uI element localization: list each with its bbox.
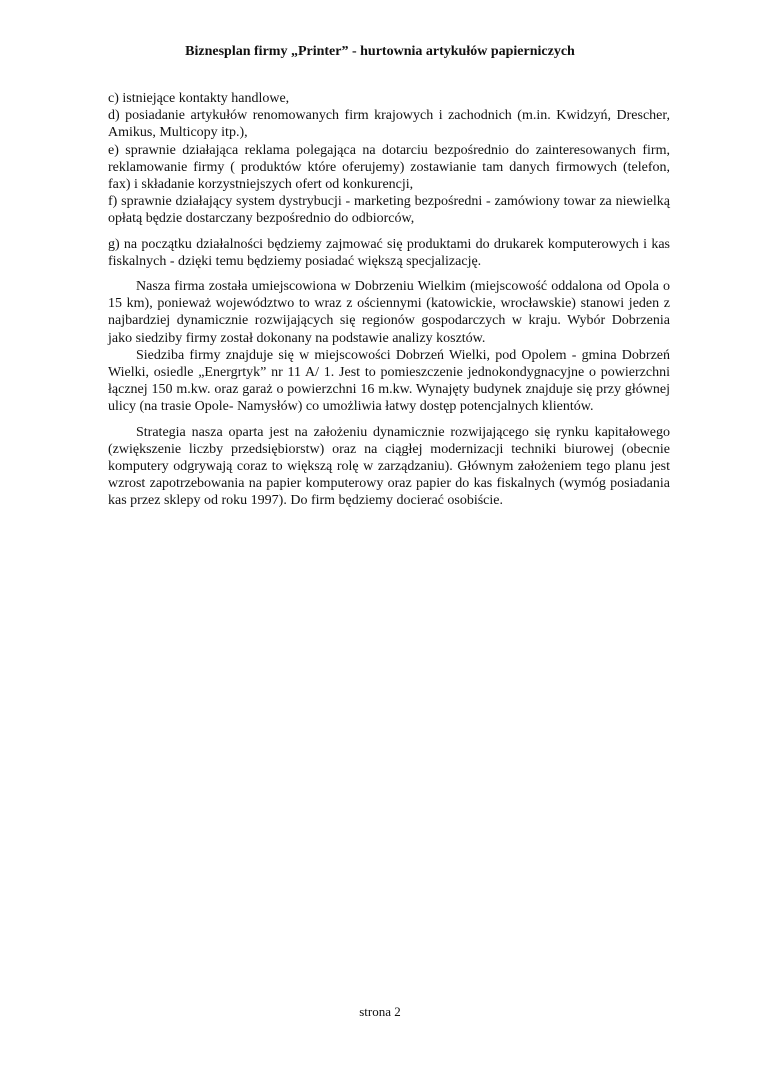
paragraph-strategy: Strategia nasza oparta jest na założeniu dynamicznie rozwijającego się rynku kapitałowego (zwiększenie liczby przedsiębiorstw) oraz na ciągłej modernizacji techniki biurowej (obecnie komputery odgrywają coraz to większą rolę w zarządzaniu). Głównym założeniem tego planu jest wzrost zapotrzebowania na papier komputerowy oraz papier do kas fiskalnych (wymóg posiadania kas przez sklepy od roku 1997). Do firm będziemy docierać osobiście. (108, 424, 670, 509)
paragraph-seat: Siedziba firmy znajduje się w miejscowości Dobrzeń Wielki, pod Opolem - gmina Dobrzeń Wielki, osiedle „Energrtyk” nr 11 A/ 1. Jest to pomieszczenie jednokondygnacyjne o powierzchni łącznej 150 m.kw. oraz garaż o powierzchni 16 m.kw. Wynajęty budynek znajduje się przy głównej ulicy (na trasie Opole- Namysłów) co umożliwia łatwy dostęp potencjalnych klientów. (108, 347, 670, 415)
list-item-g: g) na początku działalności będziemy zajmować się produktami do drukarek komputerowych i kas fiskalnych - dzięki temu będziemy posiadać większą specjalizację. (108, 236, 670, 269)
page-number: strona 2 (359, 1004, 401, 1019)
list-item-d: d) posiadanie artykułów renomowanych firm krajowych i zachodnich (m.in. Kwidzyń, Drescher, Amikus, Multicopy itp.), (108, 108, 670, 141)
list-item-f: f) sprawnie działający system dystrybucji - marketing bezpośredni - zamówiony towar za niewielką opłatą będzie dostarczany bezpośrednio do odbiorców, (108, 194, 670, 227)
list-item-c: c) istniejące kontakty handlowe, (108, 91, 290, 106)
document-header: Biznesplan firmy „Printer” - hurtownia artykułów papierniczych (185, 44, 575, 59)
document-body (108, 90, 670, 510)
paragraph-location: Nasza firma została umiejscowiona w Dobrzeniu Wielkim (miejscowość oddalona od Opola o 15 km), ponieważ województwo to wraz z ościennymi (katowickie, wrocławskie) stanowi jeden z najbardziej dynamicznie rozwijających się regionów gospodarczych w kraju. Wybór Dobrzenia jako siedziby firmy został dokonany na podstawie analizy kosztów. (108, 279, 670, 346)
list-item-e: e) sprawnie działająca reklama polegająca na dotarciu bezpośrednio do zainteresowanych firm, reklamowanie firmy ( produktów które oferujemy) zostawianie tam danych firmowych (telefon, fax) i składanie korzystniejszych ofert od konkurencji, (108, 142, 670, 193)
